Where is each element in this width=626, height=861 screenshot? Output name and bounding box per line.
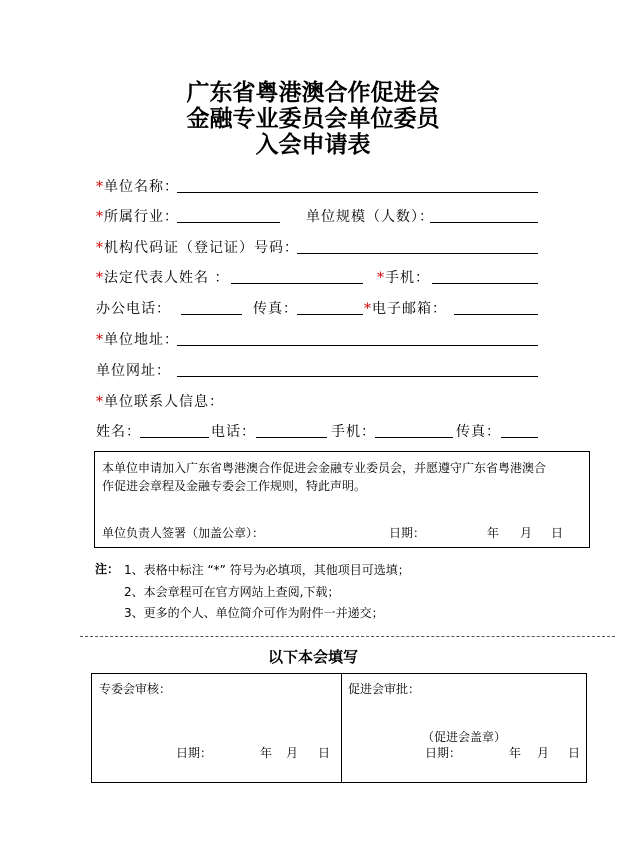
committee-review-label: 专委会审核： <box>99 682 172 696</box>
office-use-divider <box>341 674 342 782</box>
website-label: 单位网址： <box>96 363 171 379</box>
unit-name-label: *单位名称： <box>96 179 179 195</box>
email-label: *电子邮箱： <box>364 301 447 317</box>
contact-name-field[interactable] <box>140 437 209 438</box>
dashed-divider <box>80 636 615 637</box>
office-use-table <box>91 673 587 783</box>
office-phone-label: 办公电话： <box>96 301 171 317</box>
industry-label: *所属行业： <box>96 209 179 225</box>
org-code-field[interactable] <box>297 253 538 254</box>
note-item-2: 2、本会章程可在官方网站上查阅,下载； <box>124 585 340 599</box>
mobile-label: *手机： <box>377 270 430 286</box>
declaration-month: 月 <box>520 526 533 540</box>
contact-mobile-label: 手机： <box>331 424 376 440</box>
website-field[interactable] <box>177 376 538 377</box>
note-item-3: 3、更多的个人、单位简介可作为附件一并递交； <box>124 606 384 620</box>
scale-field[interactable] <box>430 222 538 223</box>
legal-rep-label: *法定代表人姓名 ： <box>96 270 230 286</box>
contact-phone-label: 电话： <box>211 424 256 440</box>
council-day: 日 <box>568 746 581 760</box>
contact-fax-field[interactable] <box>501 437 538 438</box>
fax-label: 传真： <box>253 301 298 317</box>
contact-fax-label: 传真： <box>456 424 501 440</box>
declaration-text-2: 作促进会章程及金融专委会工作规则，特此声明。 <box>102 479 367 493</box>
committee-month: 月 <box>286 746 299 760</box>
council-date-label: 日期： <box>425 746 462 760</box>
legal-rep-field[interactable] <box>231 283 363 284</box>
contact-name-label: 姓名： <box>96 424 141 440</box>
industry-field[interactable] <box>177 222 280 223</box>
title-line-2: 金融专业委员会单位委员 <box>186 105 440 132</box>
council-seal-label: （促进会盖章） <box>422 730 507 744</box>
note-item-1: 1、表格中标注 “*” 符号为必填项，其他项目可选填； <box>124 563 410 577</box>
declaration-text-1: 本单位申请加入广东省粤港澳合作促进会金融专业委员会，并愿遵守广东省粤港澳合 <box>102 461 547 475</box>
title-line-3: 入会申请表 <box>255 131 371 158</box>
declaration-year: 年 <box>487 526 500 540</box>
contact-mobile-field[interactable] <box>375 437 453 438</box>
office-use-heading: 以下本会填写 <box>267 648 358 666</box>
fax-field[interactable] <box>297 314 363 315</box>
contact-phone-field[interactable] <box>256 437 327 438</box>
committee-date-label: 日期： <box>176 746 213 760</box>
address-field[interactable] <box>177 345 538 346</box>
office-phone-field[interactable] <box>181 314 242 315</box>
email-field[interactable] <box>454 314 538 315</box>
signature-label: 单位负责人签署（加盖公章）： <box>102 526 265 540</box>
declaration-date-label: 日期： <box>389 526 426 540</box>
council-approval-label: 促进会审批： <box>348 682 421 696</box>
committee-year: 年 <box>260 746 273 760</box>
contact-info-label: *单位联系人信息： <box>96 394 224 410</box>
notes-label: 注： <box>95 562 120 576</box>
council-month: 月 <box>537 746 550 760</box>
committee-day: 日 <box>318 746 331 760</box>
org-code-label: *机构代码证（登记证）号码： <box>96 240 299 256</box>
title-line-1: 广东省粤港澳合作促进会 <box>186 79 440 106</box>
council-year: 年 <box>509 746 522 760</box>
declaration-box <box>94 451 590 548</box>
unit-name-field[interactable] <box>177 192 538 193</box>
declaration-day: 日 <box>551 526 564 540</box>
scale-label: 单位规模（人数）： <box>306 209 434 225</box>
address-label: *单位地址： <box>96 332 179 348</box>
mobile-field[interactable] <box>432 283 538 284</box>
